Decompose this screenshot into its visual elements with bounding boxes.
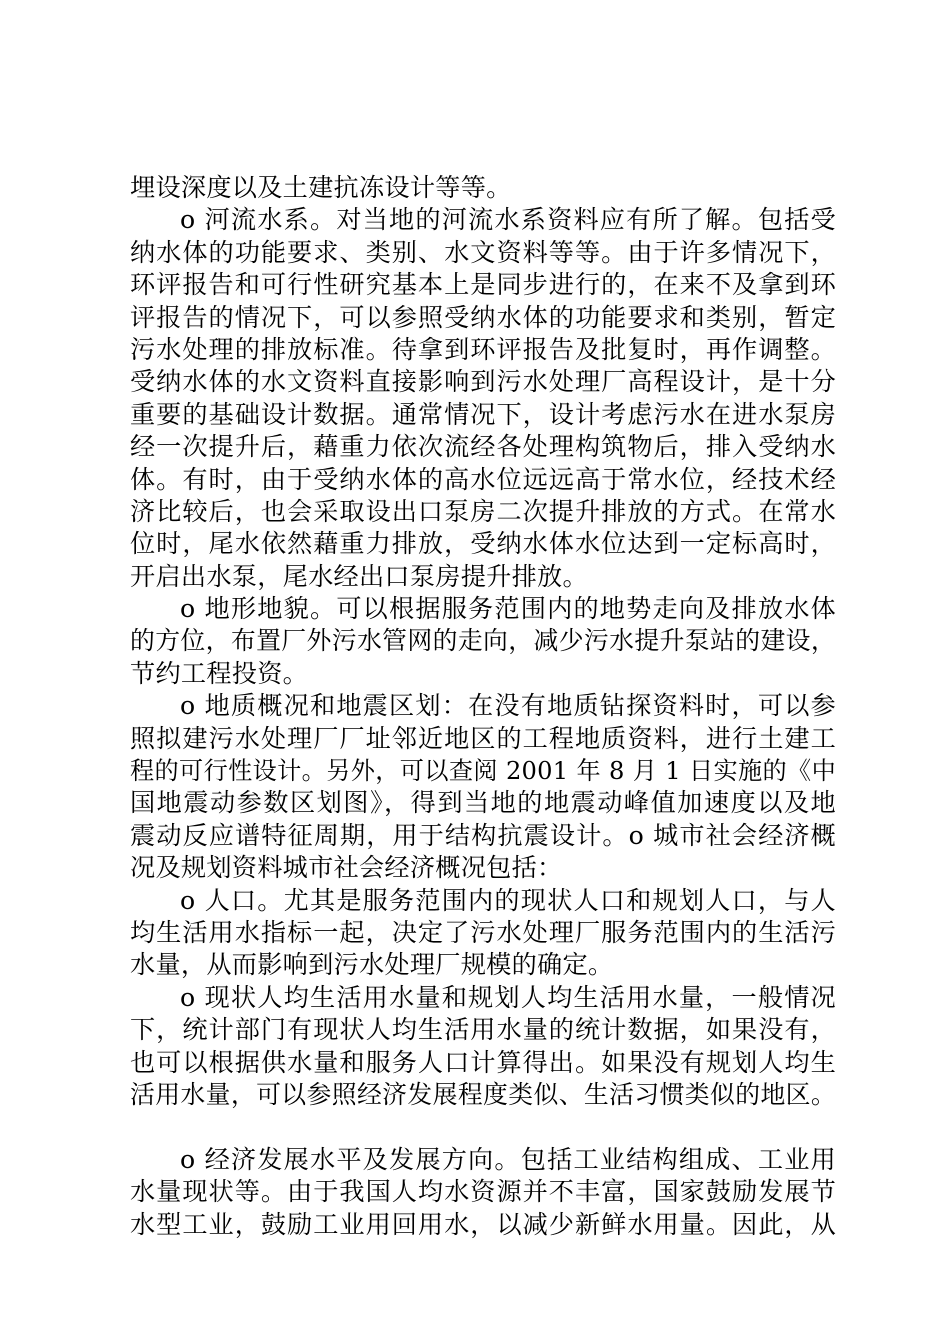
- text-line: 环评报告和可行性研究基本上是同步进行的，在来不及拿到环: [130, 270, 836, 300]
- text-line: 程的可行性设计。另外，可以查阅 2001 年 8 月 1 日实施的《中: [130, 757, 836, 786]
- text-line: o 现状人均生活用水量和规划人均生活用水量，一般情况: [180, 982, 836, 1012]
- text-line: o 地形地貌。可以根据服务范围内的地势走向及排放水体: [180, 594, 836, 624]
- text-line: 重要的基础设计数据。通常情况下，设计考虑污水在进水泵房: [130, 399, 836, 429]
- text-line: 水量，从而影响到污水处理厂规模的确定。: [130, 950, 614, 980]
- text-line: 的方位，布置厂外污水管网的走向，减少污水提升泵站的建设，: [130, 626, 836, 656]
- text-line: 污水处理的排放标准。待拿到环评报告及批复时，再作调整。: [130, 334, 836, 364]
- text-line: 开启出水泵，尾水经出口泵房提升排放。: [130, 561, 588, 591]
- text-line: 济比较后，也会采取设出口泵房二次提升排放的方式。在常水: [130, 496, 836, 526]
- text-line: o 河流水系。对当地的河流水系资料应有所了解。包括受: [180, 205, 836, 235]
- text-line: o 地质概况和地震区划：在没有地质钻探资料时，可以参: [180, 691, 836, 721]
- text-line: 照拟建污水处理厂厂址邻近地区的工程地质资料，进行土建工: [130, 723, 836, 753]
- text-line: 也可以根据供水量和服务人口计算得出。如果没有规划人均生: [130, 1047, 836, 1077]
- text-line: 况及规划资料城市社会经济概况包括：: [130, 853, 563, 883]
- text-line: 纳水体的功能要求、类别、水文资料等等。由于许多情况下，: [130, 237, 836, 267]
- text-line: 节约工程投资。: [130, 658, 309, 688]
- text-line: 受纳水体的水文资料直接影响到污水处理厂高程设计，是十分: [130, 367, 836, 397]
- text-line: 水量现状等。由于我国人均水资源并不丰富，国家鼓励发展节: [130, 1177, 836, 1207]
- blank-line: [130, 1111, 836, 1143]
- text-line: 均生活用水指标一起，决定了污水处理厂服务范围内的生活污: [130, 917, 836, 947]
- text-line: o 经济发展水平及发展方向。包括工业结构组成、工业用: [180, 1144, 836, 1174]
- text-line: 活用水量，可以参照经济发展程度类似、生活习惯类似的地区。: [130, 1079, 836, 1109]
- text-line: 评报告的情况下，可以参照受纳水体的功能要求和类别，暂定: [130, 302, 836, 332]
- text-line: 震动反应谱特征周期，用于结构抗震设计。o 城市社会经济概: [130, 820, 836, 850]
- text-line: 体。有时，由于受纳水体的高水位远远高于常水位，经技术经: [130, 464, 836, 494]
- text-line: 下，统计部门有现状人均生活用水量的统计数据，如果没有，: [130, 1015, 836, 1045]
- text-line: 位时，尾水依然藉重力排放，受纳水体水位达到一定标高时，: [130, 529, 836, 559]
- text-line: o 人口。尤其是服务范围内的现状人口和规划人口，与人: [180, 885, 836, 915]
- text-line: 经一次提升后，藉重力依次流经各处理构筑物后，排入受纳水: [130, 432, 836, 462]
- document-body: [130, 172, 836, 1241]
- text-line: 国地震动参数区划图》，得到当地的地震动峰值加速度以及地: [130, 788, 836, 818]
- text-line: 埋设深度以及土建抗冻设计等等。: [130, 173, 512, 202]
- text-line: 水型工业，鼓励工业用回用水，以减少新鲜水用量。因此，从: [130, 1209, 836, 1239]
